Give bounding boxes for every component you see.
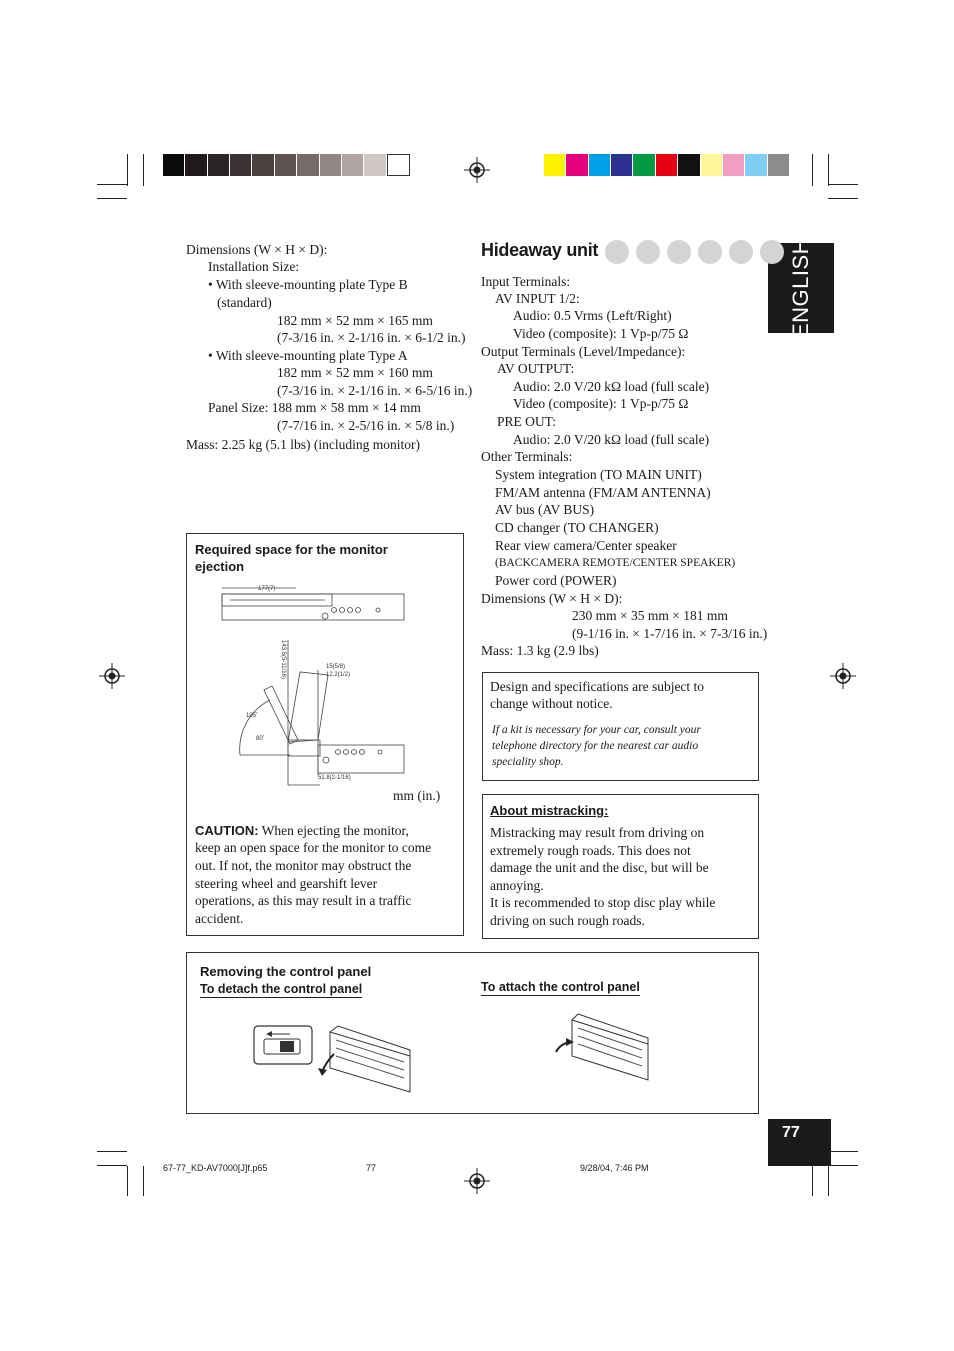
mistracking-line: driving on such rough roads. xyxy=(490,913,645,928)
spec-line: Output Terminals (Level/Impedance): xyxy=(481,344,686,359)
crop-mark xyxy=(127,154,128,186)
registration-mark-icon xyxy=(99,663,125,689)
heading-decoration xyxy=(605,240,791,269)
ejection-heading-line: ejection xyxy=(195,559,245,574)
crop-mark xyxy=(812,154,813,186)
spec-line: System integration (TO MAIN UNIT) xyxy=(495,467,702,482)
caution-line: When ejecting the monitor, xyxy=(258,823,409,838)
notice-italic: telephone directory for the nearest car audio xyxy=(492,740,699,752)
spec-line: Dimensions (W × H × D): xyxy=(481,591,623,606)
crop-mark xyxy=(828,1166,829,1196)
calibration-swatch xyxy=(387,154,410,176)
calibration-swatch xyxy=(723,154,745,176)
crop-mark xyxy=(97,1151,127,1152)
mistracking-line: damage the unit and the disc, but will be xyxy=(490,860,709,875)
gray-calibration-bar xyxy=(163,154,410,176)
calibration-swatch xyxy=(342,154,364,176)
spec-line: (7-7/16 in. × 2-5/16 in. × 5/8 in.) xyxy=(277,418,455,433)
language-label: ENGLISH xyxy=(788,237,813,339)
spec-line: PRE OUT: xyxy=(497,414,556,429)
spec-line: • With sleeve-mounting plate Type B xyxy=(208,277,408,292)
color-calibration-bar xyxy=(544,154,790,176)
dim-bottom: 51.8(2-1/16) xyxy=(318,775,351,781)
registration-mark-icon xyxy=(830,663,856,689)
hideaway-heading: Hideaway unit xyxy=(481,240,599,260)
footer-file: 67-77_KD-AV7000[J]f.p65 xyxy=(163,1163,268,1173)
mistracking-line: annoying. xyxy=(490,878,544,893)
calibration-swatch xyxy=(656,154,678,176)
crop-mark xyxy=(828,1151,858,1152)
spec-line: (7-3/16 in. × 2-1/16 in. × 6-5/16 in.) xyxy=(277,383,473,398)
crop-mark xyxy=(127,1166,128,1196)
mistracking-line: It is recommended to stop disc play while xyxy=(490,895,716,910)
spec-line: Video (composite): 1 Vp-p/75 Ω xyxy=(513,396,689,411)
attach-heading: To attach the control panel xyxy=(481,980,640,994)
calibration-swatch xyxy=(297,154,319,176)
crop-mark xyxy=(828,1165,858,1166)
dim-vertical: 143.5(5-11/16) xyxy=(280,640,286,679)
calibration-swatch xyxy=(185,154,207,176)
spec-line: Power cord (POWER) xyxy=(495,573,617,588)
spec-line: AV INPUT 1/2: xyxy=(495,291,580,306)
calibration-swatch xyxy=(678,154,700,176)
calibration-swatch xyxy=(320,154,342,176)
crop-mark xyxy=(828,198,858,199)
caution-line: steering wheel and gearshift lever xyxy=(195,876,378,891)
mistracking-heading: About mistracking: xyxy=(490,803,609,818)
calibration-swatch xyxy=(745,154,767,176)
calibration-swatch xyxy=(163,154,185,176)
spec-line: Other Terminals: xyxy=(481,449,573,464)
dim-top: 177(7) xyxy=(258,586,276,592)
spec-line: (9-1/16 in. × 1-7/16 in. × 7-3/16 in.) xyxy=(572,626,768,641)
page-number-tab xyxy=(768,1119,831,1166)
spec-line: AV bus (AV BUS) xyxy=(495,502,595,517)
mistracking-line: extremely rough roads. This does not xyxy=(490,843,691,858)
spec-line: (7-3/16 in. × 2-1/16 in. × 6-1/2 in.) xyxy=(277,330,466,345)
crop-mark xyxy=(828,154,829,186)
calibration-swatch xyxy=(230,154,252,176)
calibration-swatch xyxy=(208,154,230,176)
spec-line: Panel Size: 188 mm × 58 mm × 14 mm xyxy=(208,400,421,415)
crop-mark xyxy=(97,184,127,185)
angle-80: 80˚ xyxy=(256,736,265,742)
calibration-swatch xyxy=(611,154,633,176)
dim-15: 15(5/8) xyxy=(326,664,346,670)
notice-italic: speciality shop. xyxy=(492,756,564,768)
calibration-swatch xyxy=(566,154,588,176)
spec-line: (BACKCAMERA REMOTE/CENTER SPEAKER) xyxy=(495,557,736,569)
crop-mark xyxy=(828,184,858,185)
spec-line: Audio: 0.5 Vrms (Left/Right) xyxy=(513,308,672,323)
monitor-ejection-diagram xyxy=(200,580,450,795)
spec-line: 182 mm × 52 mm × 160 mm xyxy=(277,365,433,380)
mistracking-line: Mistracking may result from driving on xyxy=(490,825,705,840)
spec-line: Mass: 1.3 kg (2.9 lbs) xyxy=(481,643,599,658)
footer-page: 77 xyxy=(366,1163,377,1173)
spec-line: Audio: 2.0 V/20 kΩ load (full scale) xyxy=(513,379,710,394)
crop-mark xyxy=(97,1165,127,1166)
spec-line: Audio: 2.0 V/20 kΩ load (full scale) xyxy=(513,432,710,447)
caution-line: accident. xyxy=(195,911,244,926)
units-label: mm (in.) xyxy=(393,788,441,803)
crop-mark xyxy=(143,154,144,186)
ejection-heading xyxy=(195,541,388,575)
registration-mark-icon xyxy=(464,157,490,183)
spec-line: Installation Size: xyxy=(208,259,300,274)
calibration-swatch xyxy=(701,154,723,176)
caution-line: operations, as this may result in a traffic xyxy=(195,893,412,908)
caution-first-line xyxy=(195,822,409,840)
spec-line: Video (composite): 1 Vp-p/75 Ω xyxy=(513,326,689,341)
unit-side-view xyxy=(240,640,404,785)
notice-line: Design and specifications are subject to xyxy=(490,679,705,694)
spec-line: (standard) xyxy=(217,295,272,310)
caution-line: keep an open space for the monitor to come xyxy=(195,840,432,855)
notice-italic: If a kit is necessary for your car, consult your xyxy=(492,724,701,736)
spec-line: CD changer (TO CHANGER) xyxy=(495,520,659,535)
calibration-swatch xyxy=(768,154,790,176)
spec-line: FM/AM antenna (FM/AM ANTENNA) xyxy=(495,485,711,500)
spec-line: Rear view camera/Center speaker xyxy=(495,538,677,553)
calibration-swatch xyxy=(364,154,386,176)
spec-line: Dimensions (W × H × D): xyxy=(186,242,328,257)
spec-line: • With sleeve-mounting plate Type A xyxy=(208,348,408,363)
spec-line: 230 mm × 35 mm × 181 mm xyxy=(572,608,728,623)
angle-105: 105˚ xyxy=(246,713,259,719)
crop-mark xyxy=(143,1166,144,1196)
page-number: 77 xyxy=(782,1124,800,1141)
attach-illustration xyxy=(552,1012,652,1084)
crop-mark xyxy=(812,1166,813,1196)
detach-illustration xyxy=(250,1020,415,1098)
notice-line: change without notice. xyxy=(490,696,613,711)
crop-mark xyxy=(97,198,127,199)
caution-label: CAUTION: xyxy=(195,823,259,838)
calibration-swatch xyxy=(544,154,566,176)
calibration-swatch xyxy=(252,154,274,176)
spec-line: Input Terminals: xyxy=(481,274,571,289)
spec-line: Mass: 2.25 kg (5.1 lbs) (including monitor) xyxy=(186,437,420,452)
ejection-heading-line: Required space for the monitor xyxy=(195,542,388,557)
detach-heading: To detach the control panel xyxy=(200,982,363,996)
calibration-swatch xyxy=(633,154,655,176)
footer-date: 9/28/04, 7:46 PM xyxy=(580,1163,649,1173)
calibration-swatch xyxy=(275,154,297,176)
unit-top-view xyxy=(222,588,404,620)
registration-mark-icon xyxy=(464,1168,490,1194)
spec-line: AV OUTPUT: xyxy=(497,361,575,376)
calibration-swatch xyxy=(589,154,611,176)
control-panel-heading: Removing the control panel xyxy=(200,964,372,979)
spec-line: 182 mm × 52 mm × 165 mm xyxy=(277,313,433,328)
dim-12: 12.2(1/2) xyxy=(326,672,351,678)
caution-line: out. If not, the monitor may obstruct the xyxy=(195,858,412,873)
